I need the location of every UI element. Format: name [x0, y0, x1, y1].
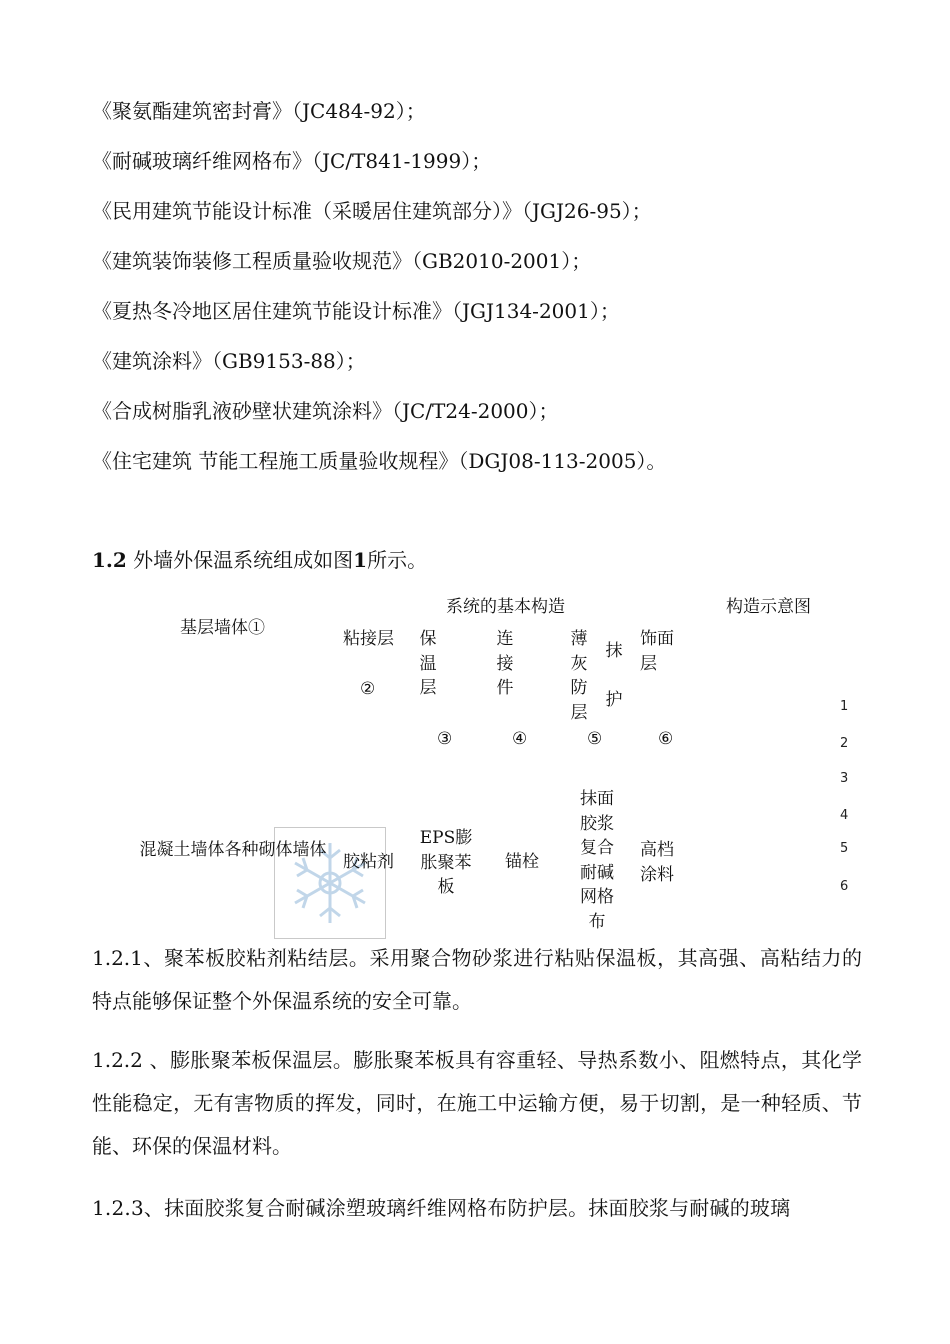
paragraph-1-2-3: 1.2.3、抹面胶浆复合耐碱涂塑玻璃纤维网格布防护层。抹面胶浆与耐碱的玻璃: [92, 1196, 791, 1220]
paragraph-1-2-1: 1.2.1、聚苯板胶粘剂粘结层。采用聚合物砂浆进行粘贴保温板，其高强、高粘结力的特点能够保证整个外保温系统的安全可靠。: [92, 946, 862, 1013]
reference-item: 《夏热冬冷地区居住建筑节能设计标准》（JGJ134-2001）；: [92, 299, 620, 323]
col-connector-mark: ④: [512, 729, 528, 749]
diagram-number: 4: [840, 808, 849, 823]
diagram-number: 2: [840, 736, 849, 751]
row-plaster: 抹面胶浆复合耐碱网格布: [580, 789, 614, 932]
reference-item: 《建筑涂料》（GB9153-88）；: [92, 349, 366, 373]
col-insulation-mark: ③: [437, 729, 453, 749]
col-plaster-label: 薄灰防层: [570, 629, 588, 723]
header-diagram: 构造示意图: [726, 597, 811, 617]
col-adhesive-label: 粘接层: [343, 629, 394, 649]
reference-item: 《住宅建筑 节能工程施工质量验收规程》（DGJ08-113-2005）。: [92, 449, 667, 473]
reference-item: 《合成树脂乳液砂壁状建筑涂料》（JC/T24-2000）；: [92, 399, 559, 423]
col-insulation-label: 保温层: [419, 629, 437, 698]
row-finish: 高档涂料: [640, 840, 674, 885]
col-adhesive-mark: ②: [360, 679, 376, 699]
figure-number: 1: [353, 548, 368, 572]
diagram-number: 3: [840, 771, 849, 786]
section-heading: [92, 546, 427, 574]
header-base-wall: 基层墙体①: [180, 618, 265, 638]
row-adhesive: 胶粘剂: [343, 852, 394, 872]
col-connector-label: 连接件: [496, 629, 514, 698]
col-finish-label: 饰面层: [640, 629, 674, 674]
row-base-wall: 混凝土墙体各种砌体墙体: [139, 840, 327, 860]
reference-item: 《民用建筑节能设计标准（采暖居住建筑部分）》（JGJ26-95）；: [92, 199, 652, 223]
reference-item: 《耐碱玻璃纤维网格布》（JC/T841-1999）；: [92, 149, 492, 173]
reference-item: 《聚氨酯建筑密封膏》（JC484-92）；: [92, 99, 426, 123]
diagram-number: 1: [840, 699, 849, 714]
col-plaster-mark: ⑤: [587, 729, 603, 749]
diagram-number: 5: [840, 841, 849, 856]
diagram-number: 6: [840, 879, 849, 894]
row-insulation: EPS膨胀聚苯板: [419, 828, 473, 897]
col-plaster-extra: 抹护: [605, 641, 623, 710]
row-connector: 锚栓: [505, 852, 539, 872]
section-number: 1.2: [92, 548, 127, 572]
reference-item: 《建筑装饰装修工程质量验收规范》（GB2010-2001）；: [92, 249, 592, 273]
paragraph-1-2-2: 1.2.2 、膨胀聚苯板保温层。膨胀聚苯板具有容重轻、导热系数小、阻燃特点，其化学性能稳定，无有害物质的挥发，同时，在施工中运输方便，易于切割，是一种轻质、节能、环保的保温材料。: [92, 1048, 862, 1158]
col-finish-mark: ⑥: [658, 729, 674, 749]
section-title-pre: 外墙外保温系统组成如图: [133, 548, 354, 572]
section-title-post: 所示。: [367, 548, 428, 572]
header-system: 系统的基本构造: [446, 597, 565, 617]
